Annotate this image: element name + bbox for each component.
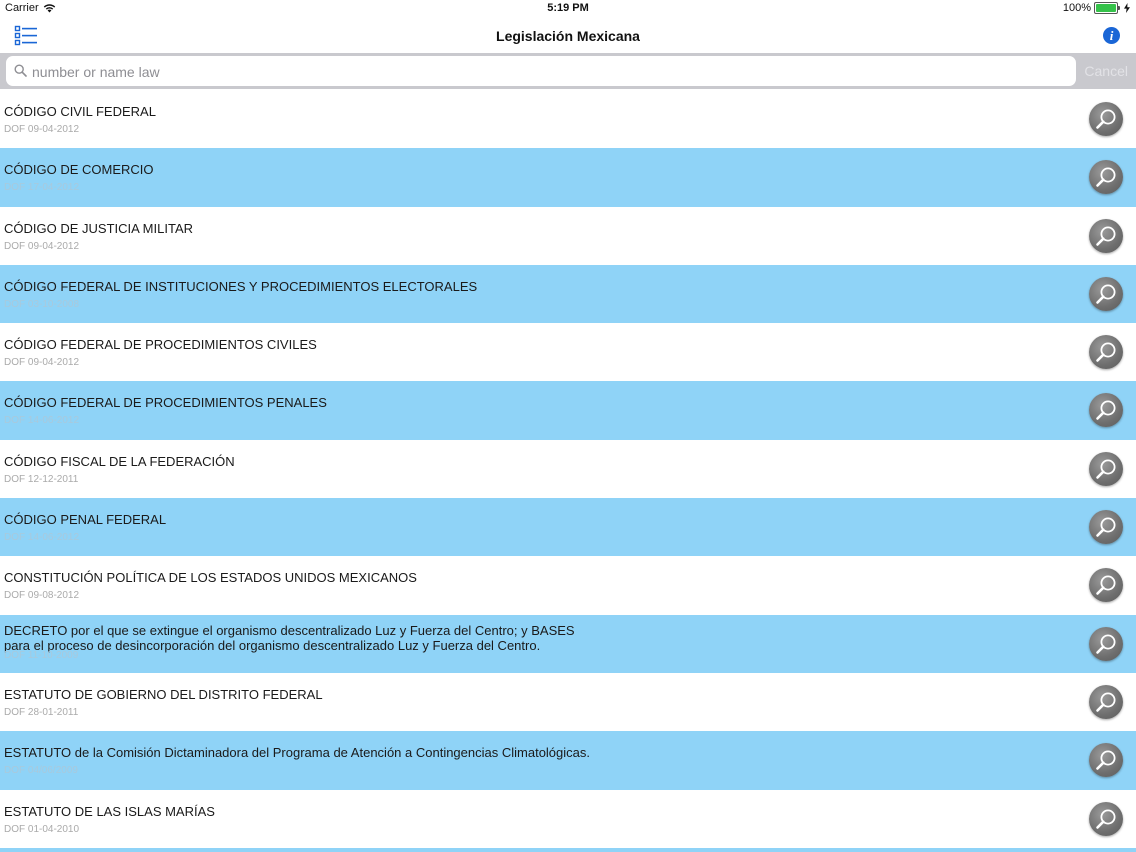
search-input[interactable] — [30, 56, 1064, 88]
navigation-bar — [0, 18, 1136, 54]
magnifier-icon — [1094, 807, 1118, 831]
law-date: DOF 04/06/2009 — [4, 765, 78, 777]
law-date: DOF 03-10-2008 — [4, 298, 80, 310]
view-law-button[interactable] — [1089, 685, 1123, 719]
law-date: DOF 09-04-2012 — [4, 124, 80, 135]
magnifier-icon — [1094, 632, 1118, 656]
view-law-button[interactable] — [1089, 335, 1123, 369]
law-date: DOF 14-06-2012 — [4, 532, 80, 544]
magnifier-icon — [1094, 340, 1118, 364]
law-date: DOF 12-12-2011 — [4, 473, 79, 485]
page-title: Legislación Mexicana — [496, 28, 640, 44]
view-law-button[interactable] — [1089, 627, 1123, 661]
law-title: DECRETO por el que se extingue el organismo descentralizado Luz y Fuerza del Centro; y BASES para el proceso de desincorporación del organismo descentralizado Luz y Fuerza del Centro. — [4, 622, 575, 653]
law-date: DOF 28-01-2011 — [4, 706, 79, 718]
law-title: CÓDIGO PENAL FEDERAL — [4, 512, 167, 528]
view-law-button[interactable] — [1089, 743, 1123, 777]
view-law-button[interactable] — [1089, 219, 1123, 253]
view-law-button[interactable] — [1089, 277, 1123, 311]
magnifier-icon — [1094, 573, 1118, 597]
view-law-button[interactable] — [1089, 393, 1123, 427]
law-date: DOF 09-04-2012 — [4, 357, 80, 369]
law-title: CÓDIGO DE JUSTICIA MILITAR — [4, 220, 194, 236]
view-law-button[interactable] — [1089, 160, 1123, 194]
law-row[interactable] — [0, 148, 1136, 206]
law-title: CÓDIGO FEDERAL DE PROCEDIMIENTOS CIVILES — [4, 337, 317, 353]
magnifier-icon — [1094, 165, 1118, 189]
status-bar — [0, 0, 1136, 18]
info-button[interactable] — [1103, 27, 1120, 44]
cancel-button[interactable]: Cancel — [1084, 63, 1128, 79]
view-law-button[interactable] — [1089, 510, 1123, 544]
search-icon — [14, 64, 27, 77]
law-row[interactable] — [0, 790, 1136, 848]
law-row[interactable] — [0, 323, 1136, 381]
law-row[interactable] — [0, 440, 1136, 498]
law-title: CONSTITUCIÓN POLÍTICA DE LOS ESTADOS UNIDOS MEXICANOS — [4, 570, 417, 586]
law-row[interactable] — [0, 731, 1136, 789]
view-law-button[interactable] — [1089, 802, 1123, 836]
magnifier-icon — [1094, 224, 1118, 248]
law-row[interactable] — [0, 265, 1136, 323]
law-row[interactable] — [0, 673, 1136, 731]
law-title: CÓDIGO CIVIL FEDERAL — [4, 104, 156, 119]
battery-fill — [1096, 4, 1116, 12]
law-date: DOF 09-08-2012 — [4, 590, 80, 602]
battery-icon — [1094, 2, 1118, 14]
law-date: DOF 17-04-2012 — [4, 182, 80, 194]
law-row[interactable] — [0, 615, 1136, 673]
law-title: CÓDIGO FEDERAL DE PROCEDIMIENTOS PENALES — [4, 395, 327, 411]
status-time: 5:19 PM — [547, 2, 589, 14]
law-date: DOF 11-10-2009 — [4, 649, 79, 661]
law-row[interactable] — [0, 848, 1136, 852]
law-title: ESTATUTO DE GOBIERNO DEL DISTRITO FEDERAL — [4, 686, 323, 702]
charging-bolt-icon — [1124, 3, 1130, 13]
magnifier-icon — [1094, 398, 1118, 422]
law-row[interactable] — [0, 498, 1136, 556]
law-title: ESTATUTO de la Comisión Dictaminadora del Programa de Atención a Contingencias Climatológicas. — [4, 745, 590, 761]
magnifier-icon — [1094, 457, 1118, 481]
view-law-button[interactable] — [1089, 452, 1123, 486]
search-field[interactable] — [6, 56, 1076, 86]
law-row[interactable] — [0, 207, 1136, 265]
info-icon: i — [1109, 28, 1114, 43]
search-bar — [0, 53, 1136, 89]
status-right — [1063, 2, 1130, 14]
law-date: DOF 14-06-2012 — [4, 415, 80, 427]
law-title: CÓDIGO FISCAL DE LA FEDERACIÓN — [4, 453, 235, 469]
law-date: DOF 01-04-2010 — [4, 823, 80, 835]
law-row[interactable] — [0, 381, 1136, 439]
law-list — [0, 90, 1136, 852]
view-law-button[interactable] — [1089, 102, 1123, 136]
magnifier-icon — [1094, 282, 1118, 306]
carrier-label: Carrier — [5, 2, 39, 14]
view-law-button[interactable] — [1089, 568, 1123, 602]
battery-percent: 100% — [1062, 2, 1091, 14]
magnifier-icon — [1094, 690, 1118, 714]
magnifier-icon — [1094, 748, 1118, 772]
law-row[interactable] — [0, 556, 1136, 614]
law-row[interactable] — [0, 90, 1136, 148]
magnifier-icon — [1094, 515, 1118, 539]
law-title: CÓDIGO DE COMERCIO — [4, 162, 154, 178]
magnifier-icon — [1094, 107, 1118, 131]
law-title: CÓDIGO FEDERAL DE INSTITUCIONES Y PROCEDIMIENTOS ELECTORALES — [4, 278, 478, 294]
law-title: ESTATUTO DE LAS ISLAS MARÍAS — [4, 803, 215, 819]
law-date: DOF 09-04-2012 — [4, 240, 80, 252]
